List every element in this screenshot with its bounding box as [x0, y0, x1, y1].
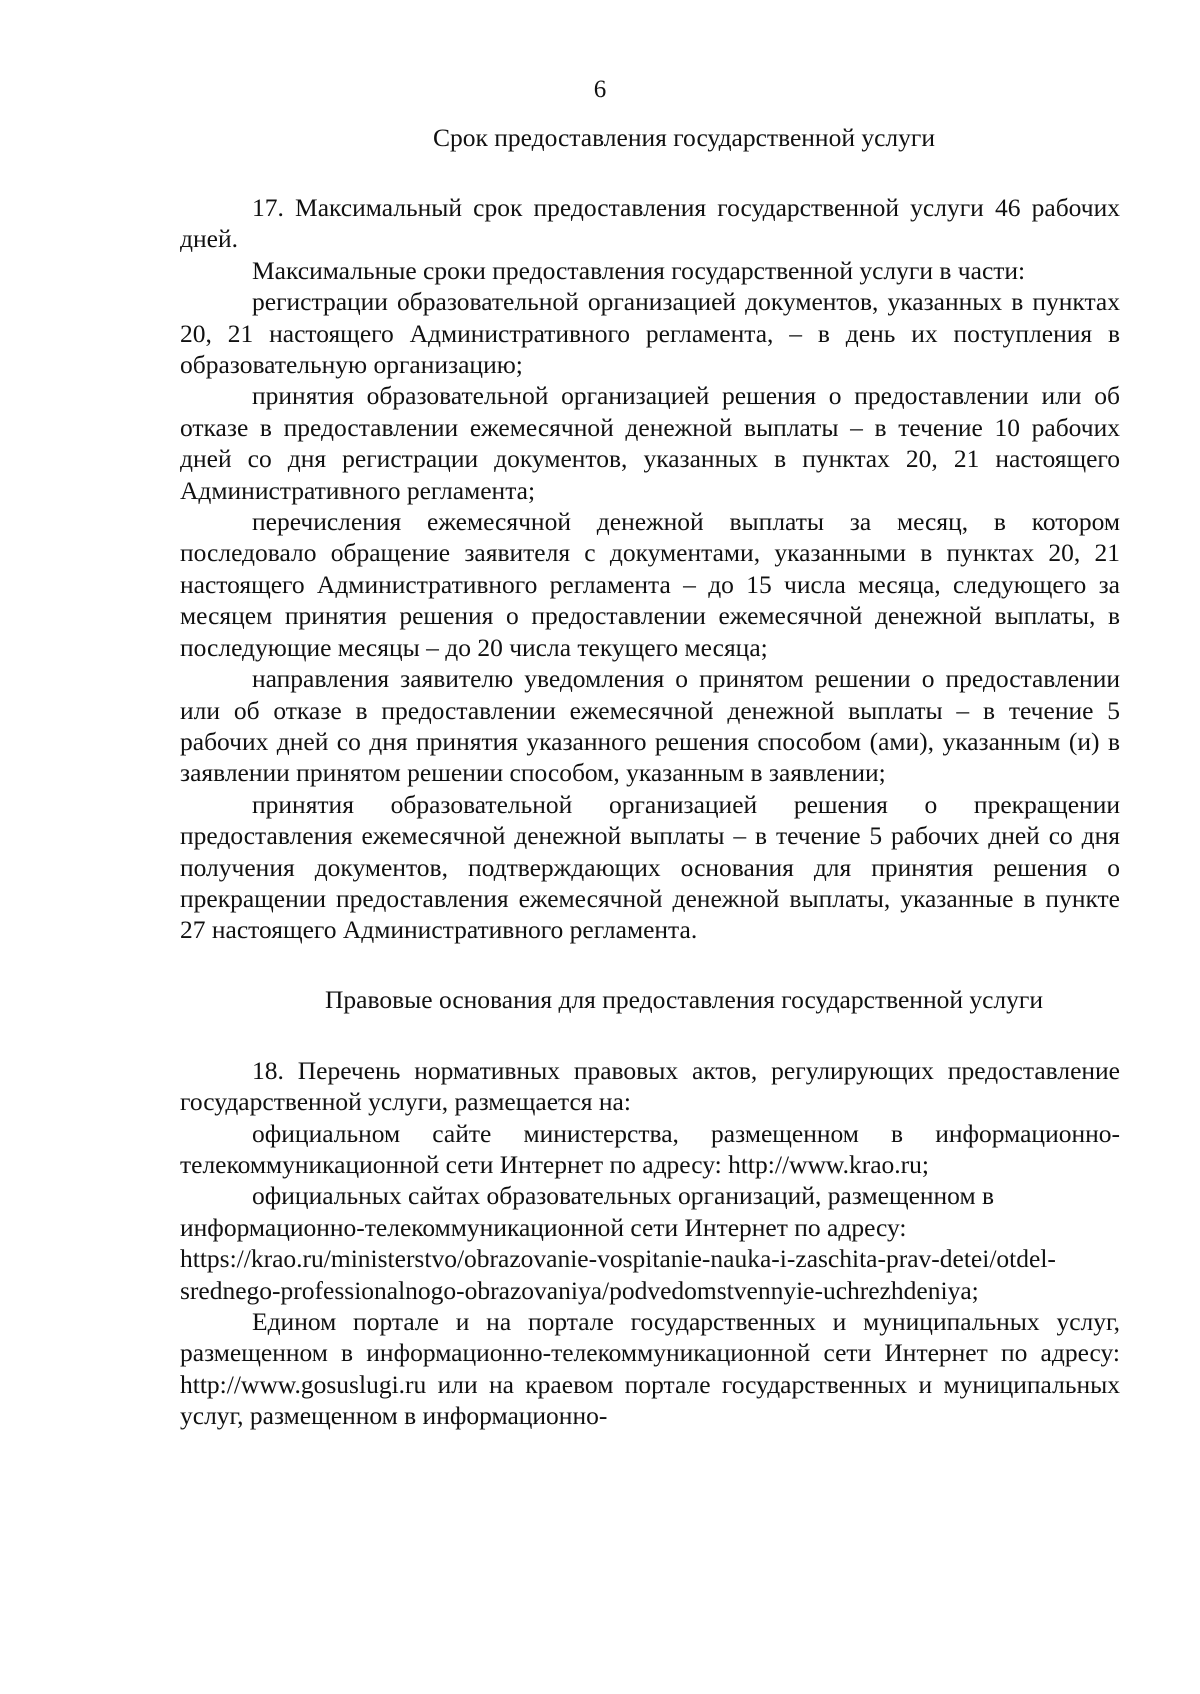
paragraph-organizations-sites: официальных сайтах образовательных организаций, размещенном в информационно-телекоммуникационной сети Интернет по адресу: https://krao.ru/ministerstvo/obrazovanie-vospitanie-nauka-i-zaschita-prav-detei/otdel-srednego-professionalnogo-obrazovaniya/podvedomstvennyie-uchrezhdeniya;	[180, 1181, 1056, 1305]
paragraph-notification-term: направления заявителю уведомления о принятом решении о предоставлении или об отказе в предоставлении ежемесячной денежной выплаты – в течение 5 рабочих дней со дня принятия указанного решения способом (ами), указанным (и) в заявлении принятом решении способом, указанным в заявлении;	[180, 664, 1120, 788]
paragraph-17: 17. Максимальный срок предоставления государственной услуги 46 рабочих дней.	[180, 193, 1120, 254]
paragraph-transfer-term: перечисления ежемесячной денежной выплаты за месяц, в котором последовало обращение заявителя с документами, указанными в пунктах 20, 21 настоящего Административного регламента – до 15 числа месяца, следующего за месяцем принятия решения о предоставлении ежемесячной денежной выплаты, в последующие месяцы – до 20 числа текущего месяца;	[180, 507, 1120, 662]
section-heading-service-term: Срок предоставления государственной услуги	[432, 123, 935, 152]
paragraph-max-terms-intro: Максимальные сроки предоставления государственной услуги в части:	[252, 255, 1026, 285]
paragraph-ministry-site: официальном сайте министерства, размещенном в информационно-телекоммуникационной сети Интернет по адресу: http://www.krao.ru;	[180, 1118, 1120, 1179]
paragraph-registration-term: регистрации образовательной организацией документов, указанных в пунктах 20, 21 настоящего Административного регламента, – в день их поступления в образовательную организацию;	[180, 287, 1120, 380]
document-body	[180, 122, 1120, 1432]
paragraph-unified-portal: Едином портале и на портале государственных и муниципальных услуг, размещенном в информационно-телекоммуникационной сети Интернет по адресу: http://www.gosuslugi.ru или на краевом портале государственных и муниципальных услуг, размещенном в информационно-	[180, 1307, 1120, 1431]
paragraph-decision-term: принятия образовательной организацией решения о предоставлении или об отказе в предоставлении ежемесячной денежной выплаты – в течение 10 рабочих дней со дня регистрации документов, указанных в пунктах 20, 21 настоящего Административного регламента;	[180, 381, 1120, 505]
section-heading-legal-basis: Правовые основания для предоставления государственной услуги	[324, 984, 1044, 1014]
paragraph-termination-term: принятия образовательной организацией решения о прекращении предоставления ежемесячной денежной выплаты – в течение 5 рабочих дней со дня получения документов, подтверждающих основания для принятия решения о прекращении предоставления ежемесячной денежной выплаты, указанные в пункте 27 настоящего Административного регламента.	[180, 789, 1120, 945]
page-number: 6	[593, 76, 607, 103]
paragraph-18: 18. Перечень нормативных правовых актов, регулирующих предоставление государственной услуги, размещается на:	[180, 1055, 1120, 1117]
